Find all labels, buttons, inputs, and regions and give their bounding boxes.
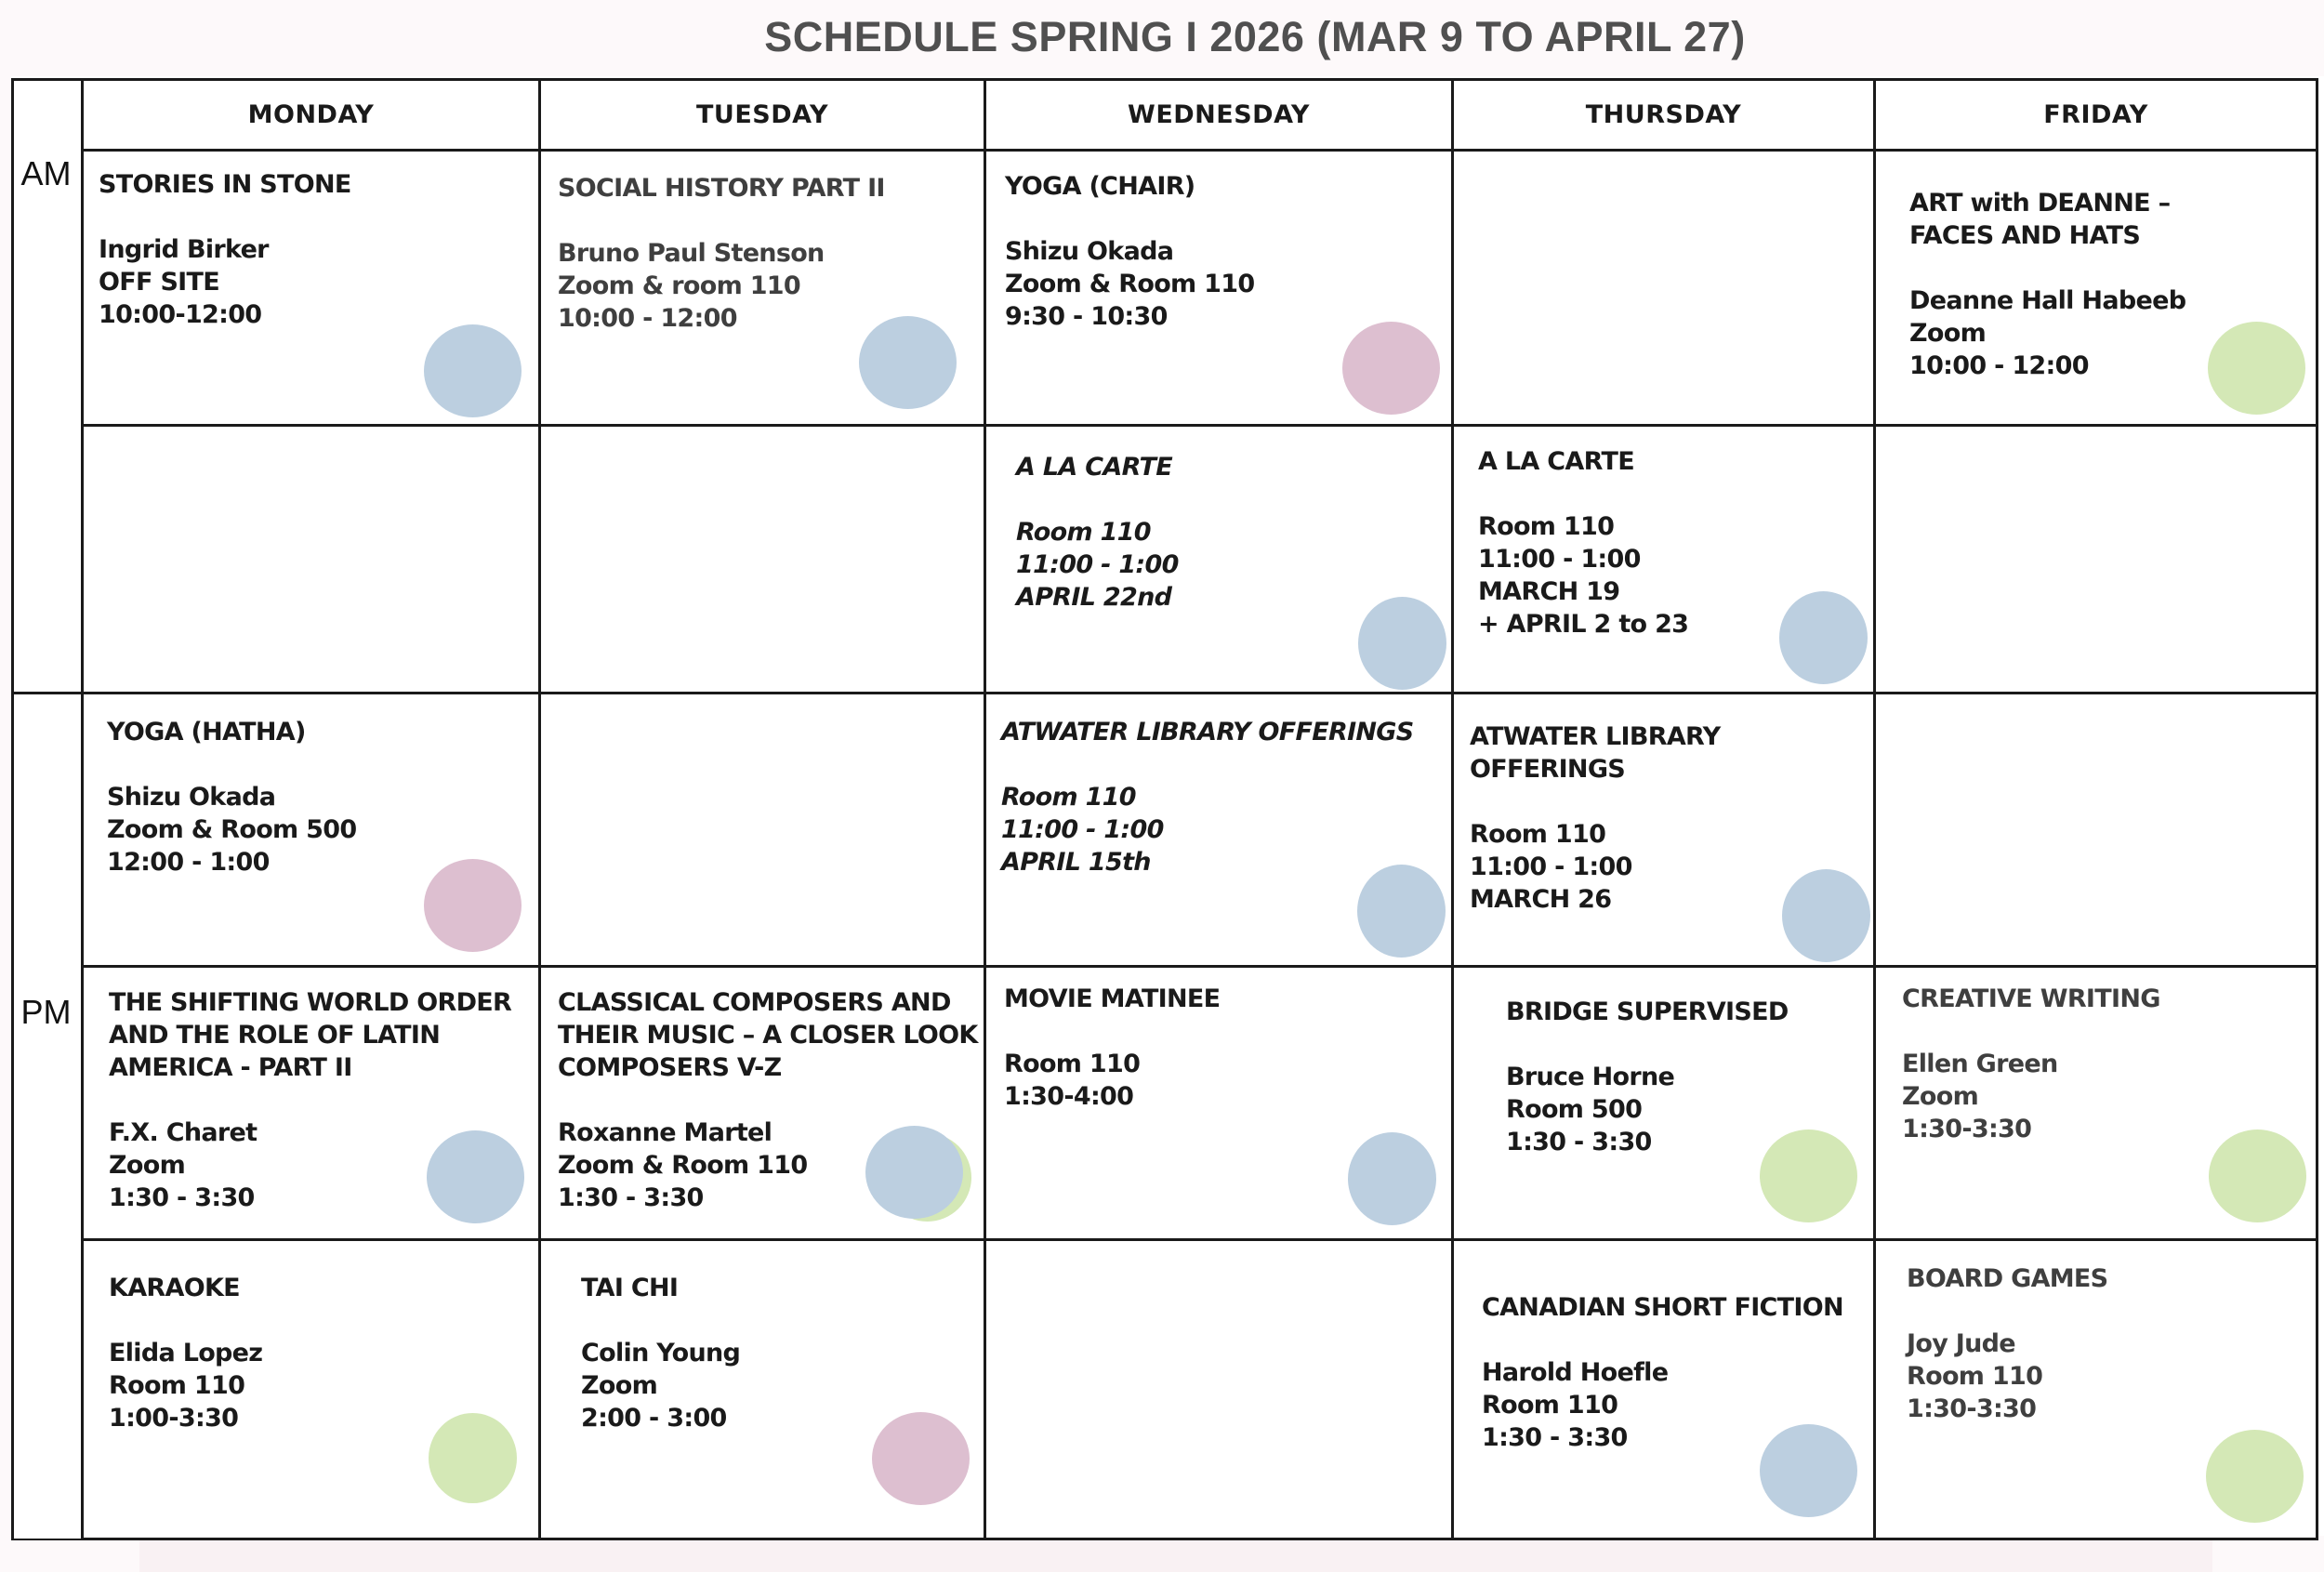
bottom-strip	[139, 1536, 2212, 1572]
class-cell-fri-3-empty	[1876, 694, 2318, 968]
class-cell-fri-2-empty	[1876, 427, 2318, 694]
class-cell-wed-5-empty	[986, 1241, 1454, 1540]
class-cell-mon-3	[84, 694, 541, 968]
am-period-column	[11, 149, 84, 688]
class-details: Bruce Horne Room 500 1:30 - 3:30	[1506, 1063, 1675, 1156]
category-dot	[1357, 865, 1446, 958]
class-cell-fri-4	[1876, 968, 2318, 1241]
class-cell-wed-4	[986, 968, 1454, 1241]
class-cell-mon-5	[84, 1241, 541, 1540]
class-cell-thu-2	[1454, 427, 1876, 694]
class-cell-fri-5	[1876, 1241, 2318, 1540]
class-cell-tue-1	[541, 152, 986, 427]
class-details: Shizu Okada Zoom & Room 500 12:00 - 1:00	[107, 783, 357, 877]
class-title: CREATIVE WRITING	[1902, 984, 2160, 1013]
category-dot	[429, 1413, 517, 1503]
class-entry	[1005, 170, 1254, 333]
class-entry	[107, 716, 356, 878]
class-title: A LA CARTE	[1016, 453, 1172, 482]
category-dot	[2206, 1430, 2304, 1523]
class-entry	[1478, 445, 1688, 641]
class-details: Room 110 11:00 - 1:00 APRIL 15th	[1001, 783, 1164, 877]
class-entry	[1909, 187, 2185, 382]
class-cell-fri-1	[1876, 152, 2318, 427]
class-cell-tue-5	[541, 1241, 986, 1540]
pm-label: PM	[20, 993, 72, 1031]
category-dot	[1779, 591, 1868, 684]
class-details: Bruno Paul Stenson Zoom & room 110 10:00 - 12:00	[558, 239, 825, 333]
class-entry	[1902, 983, 2160, 1145]
category-dot	[2209, 1129, 2306, 1222]
class-cell-wed-1	[986, 152, 1454, 427]
class-title: YOGA (CHAIR)	[1005, 172, 1195, 201]
class-entry	[1001, 716, 1414, 878]
class-details: Deanne Hall Habeeb Zoom 10:00 - 12:00	[1909, 286, 2186, 380]
class-details: Elida Lopez Room 110 1:00-3:30	[109, 1339, 263, 1433]
class-entry	[1506, 996, 1789, 1158]
class-cell-wed-3	[986, 694, 1454, 968]
class-details: Room 110 11:00 - 1:00 APRIL 22nd	[1016, 518, 1179, 612]
class-title: CANADIAN SHORT FICTION	[1482, 1293, 1843, 1322]
class-title: STORIES IN STONE	[99, 170, 351, 199]
class-title: SOCIAL HISTORY PART II	[558, 174, 885, 203]
class-entry	[1004, 983, 1220, 1113]
class-details: Joy Jude Room 110 1:30-3:30	[1907, 1329, 2043, 1423]
class-title: ATWATER LIBRARY OFFERINGS	[1001, 718, 1414, 746]
class-cell-mon-4	[84, 968, 541, 1241]
category-dot	[1760, 1129, 1857, 1222]
class-title: ART with DEANNE – FACES AND HATS	[1909, 189, 2171, 250]
class-title: BRIDGE SUPERVISED	[1506, 997, 1789, 1026]
class-entry	[581, 1272, 740, 1434]
day-header-monday: MONDAY	[84, 81, 541, 152]
class-details: Room 110 1:30-4:00	[1004, 1050, 1141, 1111]
class-cell-wed-2	[986, 427, 1454, 694]
class-details: Harold Hoefle Room 110 1:30 - 3:30	[1482, 1358, 1669, 1452]
category-dot	[2208, 322, 2305, 415]
class-title: THE SHIFTING WORLD ORDER AND THE ROLE OF LATIN AMERICA - PART II	[109, 988, 512, 1082]
day-header-friday: FRIDAY	[1876, 81, 2318, 152]
class-details: Ellen Green Zoom 1:30-3:30	[1902, 1050, 2058, 1143]
category-dot	[1348, 1132, 1436, 1225]
category-dot	[424, 859, 522, 952]
class-title: ATWATER LIBRARY OFFERINGS	[1470, 722, 1721, 784]
class-details: Room 110 11:00 - 1:00 MARCH 26	[1470, 820, 1632, 914]
class-title: CLASSICAL COMPOSERS AND THEIR MUSIC – A CLOSER LOOK COMPOSERS V-Z	[558, 988, 978, 1082]
period-spacer	[14, 694, 84, 968]
class-details: Roxanne Martel Zoom & Room 110 1:30 - 3:30	[558, 1118, 808, 1212]
class-cell-mon-2-empty	[84, 427, 541, 694]
class-cell-tue-3-empty	[541, 694, 986, 968]
class-details: Shizu Okada Zoom & Room 110 9:30 - 10:30	[1005, 237, 1255, 331]
pm-period-column	[11, 964, 84, 1539]
class-title: A LA CARTE	[1478, 447, 1634, 476]
class-entry	[1016, 451, 1179, 614]
class-entry	[558, 172, 885, 335]
class-title: BOARD GAMES	[1907, 1264, 2108, 1293]
category-dot	[1782, 869, 1870, 962]
class-cell-mon-1	[84, 152, 541, 427]
class-title: TAI CHI	[581, 1274, 679, 1302]
day-header-tuesday: TUESDAY	[541, 81, 986, 152]
class-title: YOGA (HATHA)	[107, 718, 306, 746]
class-cell-tue-4	[541, 968, 986, 1241]
class-cell-tue-2-empty	[541, 427, 986, 694]
class-cell-thu-5	[1454, 1241, 1876, 1540]
class-title: MOVIE MATINEE	[1004, 984, 1221, 1013]
page-title: SCHEDULE SPRING I 2026 (MAR 9 TO APRIL 27)	[764, 13, 1746, 60]
day-header-wednesday: WEDNESDAY	[986, 81, 1454, 152]
day-header-thursday: THURSDAY	[1454, 81, 1876, 152]
class-details: Colin Young Zoom 2:00 - 3:00	[581, 1339, 741, 1433]
category-dot	[427, 1130, 524, 1223]
class-details: Ingrid Birker OFF SITE 10:00-12:00	[99, 235, 269, 329]
corner-cell	[14, 81, 84, 152]
class-entry	[99, 168, 351, 331]
class-details: F.X. Charet Zoom 1:30 - 3:30	[109, 1118, 257, 1212]
class-entry	[1907, 1262, 2107, 1425]
class-entry	[109, 1272, 262, 1434]
class-title: KARAOKE	[109, 1274, 240, 1302]
category-dot	[872, 1412, 970, 1505]
class-cell-thu-4	[1454, 968, 1876, 1241]
schedule-grid	[11, 78, 2318, 1540]
class-details: Room 110 11:00 - 1:00 MARCH 19 + APRIL 2 to 23	[1478, 512, 1689, 639]
category-dot	[859, 316, 957, 409]
category-dot	[865, 1126, 963, 1219]
category-dot	[1760, 1424, 1857, 1517]
am-label: AM	[20, 154, 72, 192]
class-cell-thu-1-empty	[1454, 152, 1876, 427]
category-dot	[424, 324, 522, 417]
category-dot	[1358, 597, 1446, 690]
class-cell-thu-3	[1454, 694, 1876, 968]
category-dot	[1342, 322, 1440, 415]
